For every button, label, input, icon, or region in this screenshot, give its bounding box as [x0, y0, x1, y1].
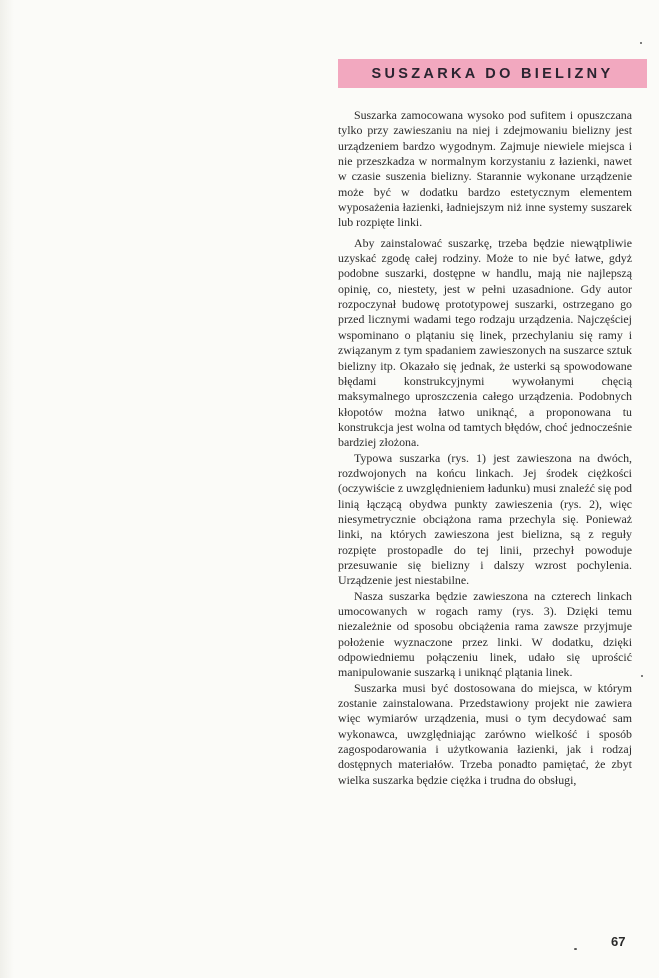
section-heading: SUSZARKA DO BIELIZNY [371, 65, 614, 82]
paragraph-installation: Aby zainstalować suszarkę, trzeba będzie niewątpliwie uzyskać zgodę całej rodziny. Może to nie być łatwe, gdyż podobne suszarki, dostępne w handlu, mają nie najlepszą opinię, co, niestety, jest w pełni uzasadnione. Gdy autor rozpoczynał budowę prototypowej suszarki, ostrzegano go przed licznymi wadami tego rodzaju urządzenia. Najczęściej wspominano o plątaniu się linek, przechylaniu się ramy i związanym z tym spadaniem zawieszonych na suszarce sztuk bielizny itp. Okazało się jednak, że usterki są spowodowane błędami konstrukcyjnymi wywołanymi chęcią maksymalnego uproszczenia całego urządzenia. Podobnych kłopotów można łatwo uniknąć, a proponowana tu konstrukcja jest wolna od tamtych błędów, choć jednocześnie bardziej złożona. [338, 235, 632, 450]
print-speck [641, 675, 643, 677]
text-column [338, 108, 632, 788]
print-speck [640, 42, 642, 44]
paragraph-dimensions: Suszarka musi być dostosowana do miejsca, w którym zostanie zainstalowana. Przedstawiony projekt nie zawiera więc wymiarów urządzenia, musi o tym decydować sam wykonawca, uwzględniając zarówno wielkość i sposób zagospodarowania i użytkowania łazienki, jak i rodzaj dostępnych materiałów. Trzeba ponadto pamiętać, że zbyt wielka suszarka będzie ciężka i trudna do obsługi, [338, 680, 632, 787]
page-number: 67 [611, 934, 626, 949]
paragraph-typical-dryer: Typowa suszarka (rys. 1) jest zawieszona na dwóch, rozdwojonych na końcu linkach. Jej środek ciężkości (oczywiście z uwzględnieniem ładunku) musi znaleźć się pod linią łączącą obydwa punkty zawieszenia (rys. 2), więc niesymetrycznie obciążona rama przechyla się. Ponieważ linki, na których zawieszona jest bielizna, są z reguły rozpięte prostopadle do tej linii, przechył powoduje przesuwanie się bielizny i dalszy wzrost pochylenia. Urządzenie jest niestabilne. [338, 450, 632, 588]
print-speck [574, 948, 577, 950]
section-heading-band [338, 59, 647, 88]
paragraph-four-lines: Nasza suszarka będzie zawieszona na czterech linkach umocowanych w rogach ramy (rys. 3). Dzięki temu niezależnie od sposobu obciążenia rama zawsze przyjmuje położenie wyznaczone przez linki. W dodatku, dzięki odpowiedniemu połączeniu linek, udało się uprościć manipulowanie suszarką i uniknąć plątania linek. [338, 588, 632, 680]
paragraph-intro: Suszarka zamocowana wysoko pod sufitem i opuszczana tylko przy zawieszaniu na niej i zdejmowaniu bielizny jest urządzeniem bardzo wygodnym. Zajmuje niewiele miejsca i nie przeszkadza w normalnym korzystaniu z łazienki, nawet w czasie suszenia bielizny. Starannie wykonane urządzenie może być w dodatku bardzo estetycznym elementem wyposażenia łazienki, ładniejszym niż inne systemy suszarek lub rozpięte linki. [338, 108, 632, 230]
